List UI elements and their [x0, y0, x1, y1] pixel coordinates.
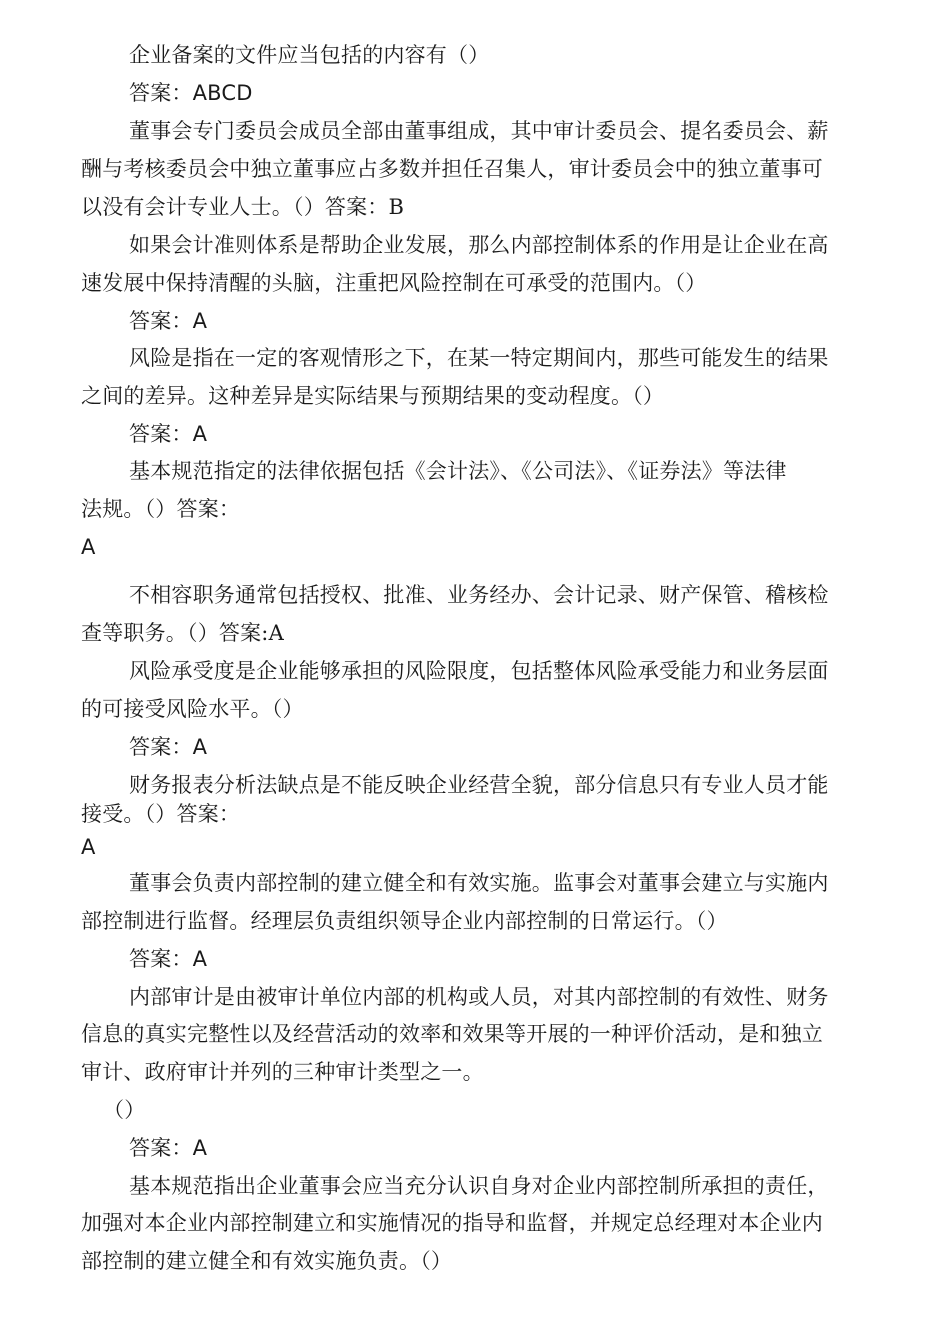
question-9-line-2: 部控制进行监督。经理层负责组织领导企业内部控制的日常运行。（） — [81, 909, 728, 933]
question-10-line-4: （） — [103, 1098, 146, 1122]
question-3-line-1: 如果会计准则体系是帮助企业发展，那么内部控制体系的作用是让企业在高 — [129, 233, 829, 257]
question-8-line-3: A — [81, 835, 96, 859]
answer-7: 答案：A — [129, 735, 208, 759]
question-10-line-1: 内部审计是由被审计单位内部的机构或人员，对其内部控制的有效性、财务 — [129, 985, 829, 1009]
question-2-line-2: 酬与考核委员会中独立董事应占多数并担任召集人，审计委员会中的独立董事可 — [81, 157, 823, 181]
question-4-line-1: 风险是指在一定的客观情形之下，在某一特定期间内，那些可能发生的结果 — [129, 346, 829, 370]
question-11-line-1: 基本规范指出企业董事会应当充分认识自身对企业内部控制所承担的责任， — [129, 1174, 829, 1198]
question-10-line-3: 审计、政府审计并列的三种审计类型之一。 — [81, 1060, 484, 1084]
question-9-line-1: 董事会负责内部控制的建立健全和有效实施。监事会对董事会建立与实施内 — [129, 871, 829, 895]
answer-4: 答案：A — [129, 422, 208, 446]
question-3-line-2: 速发展中保持清醒的头脑，注重把风险控制在可承受的范围内。（） — [81, 271, 707, 295]
question-5-line-3: A — [81, 535, 96, 559]
question-11-line-2: 加强对本企业内部控制建立和实施情况的指导和监督，并规定总经理对本企业内 — [81, 1211, 823, 1235]
question-7-line-2: 的可接受风险水平。（） — [81, 697, 304, 721]
question-6-line-2: 查等职务。（）答案:A — [81, 621, 284, 645]
question-2-line-3: 以没有会计专业人士。（）答案：B — [81, 195, 405, 219]
question-11-line-3: 部控制的建立健全和有效实施负责。（） — [81, 1249, 453, 1273]
question-10-line-2: 信息的真实完整性以及经营活动的效率和效果等开展的一种评价活动，是和独立 — [81, 1022, 823, 1046]
answer-9: 答案：A — [129, 947, 208, 971]
answer-3: 答案：A — [129, 309, 208, 333]
question-5-line-1: 基本规范指定的法律依据包括《会计法》、《公司法》、《证券法》等法律 — [129, 459, 787, 483]
question-1-line-1: 企业备案的文件应当包括的内容有（） — [129, 43, 490, 67]
question-4-line-2: 之间的差异。这种差异是实际结果与预期结果的变动程度。（） — [81, 384, 665, 408]
question-6-line-1: 不相容职务通常包括授权、批准、业务经办、会计记录、财产保管、稽核检 — [129, 583, 829, 607]
question-8-line-1: 财务报表分析法缺点是不能反映企业经营全貌，部分信息只有专业人员才能 — [129, 773, 829, 797]
answer-10: 答案：A — [129, 1136, 208, 1160]
question-7-line-1: 风险承受度是企业能够承担的风险限度，包括整体风险承受能力和业务层面 — [129, 659, 829, 683]
answer-1: 答案：ABCD — [129, 81, 253, 105]
question-5-line-2: 法规。（）答案： — [81, 497, 241, 521]
question-8-line-2: 接受。（）答案： — [81, 802, 241, 826]
question-2-line-1: 董事会专门委员会成员全部由董事组成，其中审计委员会、提名委员会、薪 — [129, 119, 829, 143]
